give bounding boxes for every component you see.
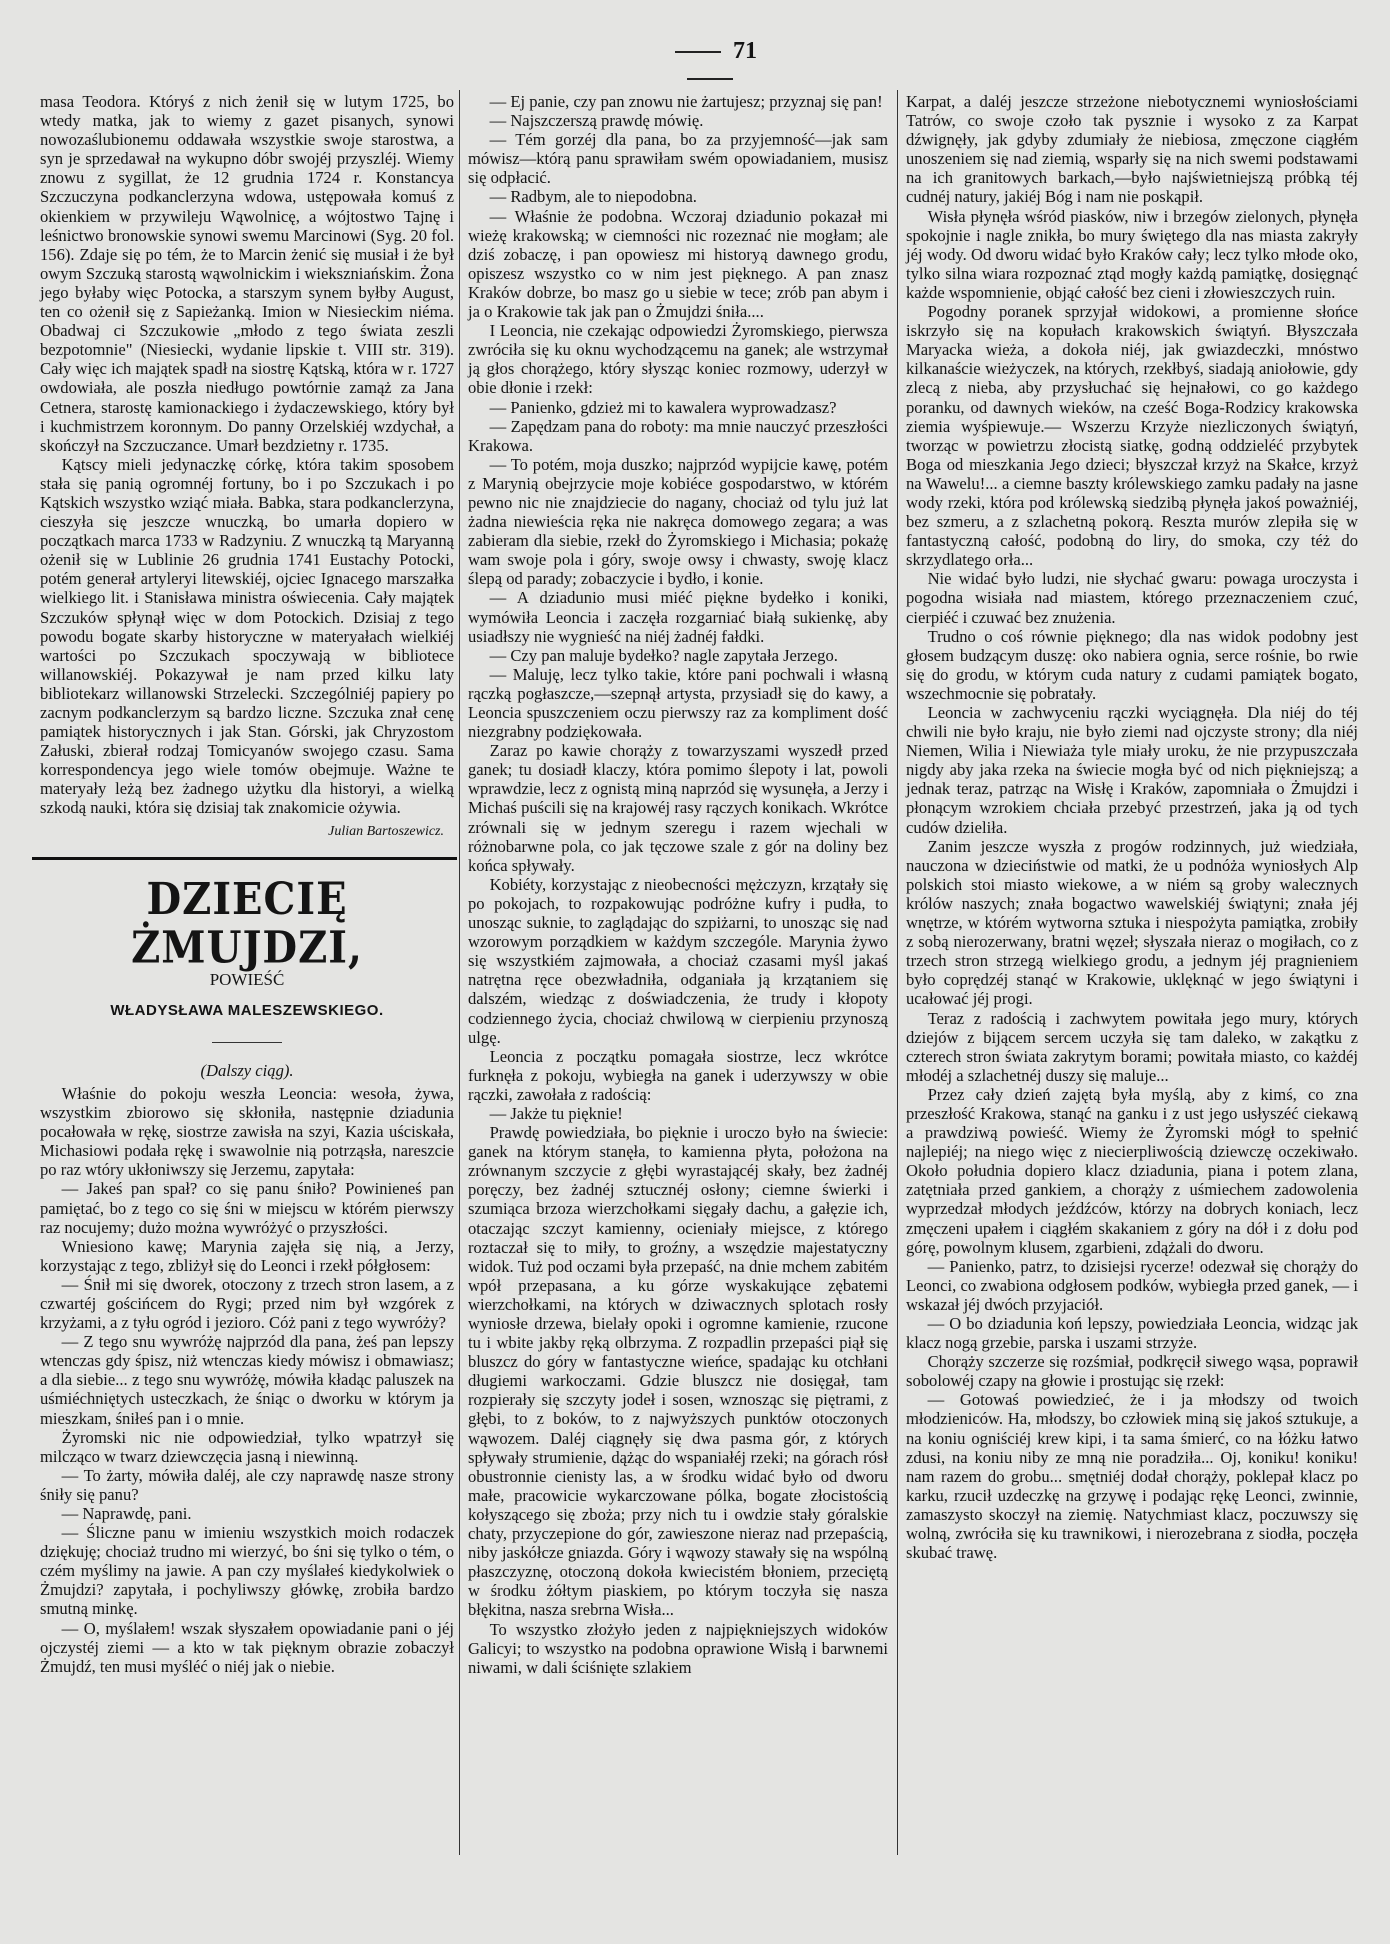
paragraph: — Zapędzam pana do roboty: ma mnie nauczyć przeszłości Krakowa.	[468, 416, 888, 455]
article-history	[40, 92, 454, 818]
novel-text-part-1	[40, 1084, 454, 1676]
paragraph: — Śnił mi się dworek, otoczony z trzech stron lasem, a z czwartéj gościńcem do Rygi; przed nim był wzgórek z krzyżami, a z tyłu ogród i jezioro. Cóż pani z tego wywróży?	[40, 1274, 454, 1333]
column-2	[468, 92, 888, 1677]
paragraph: — Naprawdę, pani.	[61, 1504, 192, 1523]
paragraph: Leoncia w zachwyceniu rączki wyciągnęła. Dla niéj do téj chwili nie było kraju, nie było ziemi nad ojczyste strony; dla niéj Niemen, Wilia i Niewiaża tyle miały uroku, że nie przypuszczała nigdy aby jaka rzeka na świecie mogła być od nich piękniejszą; a jednak teraz, patrząc na Wisłę i Kraków, zapomniała o Żmujdzi i płonącym wzrokiem chciała przebyć przestrzeń, jaka ją od tych cudów dzieliła.	[906, 703, 1358, 837]
short-rule	[212, 1042, 282, 1043]
paragraph: masa Teodora. Któryś z nich żenił się w lutym 1725, bo wtedy matka, jak to wiemy z gazet pisanych, synowi nowozaślubionemu oddawała wszystkie swoje starostwa, a syn je sprzedawał na wykupno dóbr swojéj przyszléj. Wiemy znowu z sygillat, że 12 grudnia 1724 r. Konstancya Szczuczyna podkanclerzyna wdowa, ustępowała komuś z okienkiem w przywileju Wąwolnicę, a wójtostwo Tajnę i leśnictwo bronowskie synowi swemu Marcinowi (Syg. 20 fol. 156). Zdaje się po tém, że to Marcin żenić się musiał i że był owym Szczuką starostą wąwolnickim i wiekszniańskim. Żona jego byłaby więc Potocka, a starszym synem byłby August, ten co ożenił się z Sapieżanką. Imion w Niesieckim niéma. Obadwaj ci Szczukowie „młodo z tego świata zeszli bezpotomnie" (Niesiecki, wydanie lipskie t. VIII str. 319). Cały więc ich majątek spadł na siostrę Kątską, która w r. 1727 owdowiała, ale poszła niedługo powtórnie zamąż za Jana Cetnera, starostę kamionackiego i żydaczewskiego, który był i kuchmistrzem koronnym. Do panny Orzelskiéj wzdychał, a skończył na Szczuczance. Umarł bezdzietny r. 1735.	[40, 92, 454, 455]
paragraph: — O, myślałem! wszak słyszałem opowiadanie pani o jéj ojczystéj ziemi — a kto w tak pięknym obrazie zobaczył Żmujdź, ten musi myśléć o niéj jak o niebie.	[40, 1618, 454, 1676]
paragraph: Teraz z radością i zachwytem powitała jego mury, których dziejów z bijącem sercem uczyła się tam daleko, w zakątku z czterech stron świata zakrytym borami; powitała miasto, co każdéj młodéj a szlachetnéj duszy się maluje...	[906, 1008, 1358, 1085]
paragraph: Żyromski nic nie odpowiedział, tylko wpatrzył się milcząco w twarz dziewczęcia jasną i niewinną.	[40, 1427, 454, 1466]
novel-author: WŁADYSŁAWA MALESZEWSKIEGO.	[110, 1001, 384, 1019]
paragraph: Przez cały dzień zajętą była myślą, aby z kimś, co zna przeszłość Krakowa, stanąć na ganku i z ust jego usłyszéć ciekawą a prawdziwą powieść. Wiemy że Żyromski mógł to spełnić najlepiéj; na niego więc z niecierpliwością dziewczę oczekiwało. Około południa dopiero klacz dziadunia, piana i potem zlana, zatętniała przed gankiem, a chorąży z uśmiechem zadowolenia wyprzedzał młodych jeźdźców, którzy na dobrych koniach, lecz zmęczeni upałem i ciągłém skakaniem z góry na dół i z dołu pod górę, powolnym klusem, zgarbieni, zdążali do dworu.	[906, 1084, 1358, 1257]
paragraph: — Z tego snu wywróżę najprzód dla pana, żeś pan lepszy wtenczas gdy śpisz, niż wtenczas kiedy mówisz i obmawiasz; a dla siebie... z tego snu wywróżę, mówiła kładąc paluszek na uśmiéchniętych usteczkach, że śniąc o dworku w którym ja mieszkam, śniłeś pan i o mnie.	[40, 1332, 454, 1428]
dash-right	[687, 78, 733, 80]
paragraph: — Tém gorzéj dla pana, bo za przyjemność—jak sam mówisz—którą panu sprawiłam swém opowiadaniem, musisz się odpłacić.	[468, 130, 888, 188]
paragraph: Zaraz po kawie chorąży z towarzyszami wyszedł przed ganek; tu dosiadł klaczy, która pomimo ślepoty i lat, powoli wprawdzie, lecz z ognistą miną naprzód się wysunęła, a Jerzy i Michaś puścili się na krajowéj rasy rączych konikach. Wkrótce zrównali się w jednym szeregu i razem wjechali w różnobarwne pola, co jak tęczowe szale z gór na doliny bez końca spływały.	[468, 741, 888, 875]
section-rule	[32, 857, 457, 860]
paragraph: Kątscy mieli jedynaczkę córkę, która takim sposobem stała się panią ogromnéj fortuny, bo i po Szczukach i po Kątskich wszystko wziąć miała. Babka, stara podkanclerzyna, cieszyła się jeszcze wnuczką, bo umarła dopiero w początkach marca 1733 w Radzyniu. Z wnuczką tą Maryanną ożenił się w Lublinie 26 grudnia 1741 Eustachy Potocki, potém generał artyleryi litewskiéj, ojciec Ignacego marszałka wielkiego lit. i Stanisława ministra oświecenia. Cały majątek Szczuków spłynął więc w dom Potockich. Dzisiaj z tego powodu bogate skarby historyczne w materyałach wielkiéj wartości po Szczukach spoczywają w bibliotece willanowskiéj. Pokazywał je nam przed kilku laty bibliotekarz willanowski Strzelecki. Szczególniéj papiery po zacnym podkanclerzym są bardzo liczne. Szczuka znał cenę pamiątek historycznych i jak Stan. Górski, jak Chryzostom Załuski, zbierał rodzaj Tomicyanów swojego czasu. Sama korrespondencya jego wiele tomów obejmuje. Ważne te materyały leżą bez żadnego użytku dla historyi, a wielką szkodą nauki, która się dzisiaj tak znakomicie ożywia.	[40, 454, 454, 818]
dash-left	[675, 51, 721, 53]
paragraph: — Panienko, gdzież mi to kawalera wyprowadzasz?	[489, 397, 837, 417]
paragraph: — To potém, moja duszko; najprzód wypijcie kawę, potém z Marynią obejrzycie moje kobiéce gospodarstwo, w którém pewno nic nie znajdziecie do nagany, chociaż od tylu już lat żadna niewieścia ręka nie nakręca domowego zegara; a was zabieram dla siebie, rzekł do Żyromskiego i Michasia; pokażę wam swoje pola i góry, swoje owsy i chwasty, swoję klacz ślepą od parady; zobaczycie i bydło, i konie.	[468, 454, 888, 589]
paragraph: — Jakeś pan spał? co się panu śniło? Powinieneś pan pamiętać, bo z tego co się śni w miejscu w którém pierwszy raz nocujemy; dużo można wywróżyć o przyszłości.	[40, 1179, 454, 1237]
paragraph: Wisła płynęła wśród piasków, niw i brzegów zielonych, płynęła spokojnie i nagle znikła, bo mury świętego dla nas miasta zakryły jéj wody. Od dworu widać było Kraków cały; lecz tylko młode oko, tylko silna wiara rozpoznać ztąd mogły każdą pamiątkę, dosięgnąć każde wspomnienie, objąć całość bez cieni i złowieszczych ruin.	[906, 206, 1358, 302]
page-number-text: 71	[733, 38, 757, 64]
paragraph: Karpat, a daléj jeszcze strzeżone niebotycznemi wyniosłościami Tatrów, co swoje czoło tak pysznie i wysoko z za Karpat dźwignęły, jak gdyby zdumiały że niebiosa, zmęczone ciągłém unoszeniem się nad ziemią, wsparły się na nich swemi podstawami na ich granitowych barkach,—było najświetniejszą próbką téj cudnéj natury, jakiéj Bóg i nam nie poskąpił.	[906, 92, 1358, 207]
column-3	[906, 92, 1358, 1562]
column-divider	[459, 90, 460, 1855]
paragraph: — O bo dziadunia koń lepszy, powiedziała Leoncia, widząc jak klacz nogą grzebie, parska i uszami strzyże.	[906, 1314, 1358, 1353]
paragraph: — Właśnie że podobna. Wczoraj dziadunio pokazał mi wieżę krakowską; w ciemności nic rozeznać nie mogłam; ale dziś zobaczę, i pan opowiesz mi historyą dawnego grodu, opiszesz wszystko co w nim jest pięknego. A pan znasz Kraków dobrze, bo masz go u siebie w tece; zrób pan abym i ja o Krakowie tak jak pan o Żmujdzi śniła....	[468, 206, 888, 322]
paragraph: — Panienko, patrz, to dzisiejsi rycerze! odezwał się chorąży do Leonci, co zwabiona odgłosem podków, wybiegła przed ganek, — i wskazał jéj dwóch przyjaciół.	[906, 1256, 1358, 1314]
paragraph: — Jakże tu pięknie!	[489, 1103, 623, 1123]
paragraph: — Najszczerszą prawdę mówię.	[489, 111, 704, 131]
paragraph: Chorąży szczerze się rozśmiał, podkręcił siwego wąsa, poprawił sobolowéj czapy na głowie i prostując się rzekł:	[906, 1352, 1358, 1391]
paragraph: — Gotowaś powiedzieć, że i ja młodszy od twoich młodzieniców. Ha, młodszy, bo człowiek miną się jakoś sztukuje, a na koniu ogniściéj krew kipi, i ta sama śmierć, co na łóżku łatwo zdusi, na koniu niby ze mną nie poradziła... Oj, koniku! koniku! nam razem do grobu... smętniéj dodał chorąży, poklepał klacz po karku, rzucił uzdeczkę na grzywę i podając rękę Leonci, zwinnie, zamaszysto skoczył na ziemię. Natychmiast klacz, poczuwszy się wolną, zwróciła się ku trawnikowi, i nierozebrana z siodła, poczęła skubać trawę.	[906, 1390, 1358, 1563]
paragraph: Zanim jeszcze wyszła z progów rodzinnych, już wiedziała, nauczona w dzieciństwie od matki, że u podnóża wyniosłych Alp polskich stoi miasto wiekowe, a w niém są groby walecznych królów naszych; znała bogactwo wawelskiéj świątyni; znała jéj wnętrze, w którém wytworna sztuka i niespożyta pamiątka, zrobiły z sobą nierozerwany, bratni węzeł; słyszała nieraz o mogiłach, co z trzech stron strzegą wielkiego grodu, a jednym jéj pragnieniem było coprędzéj stanąć w Krakowie, uklęknąć w jego świątyni i ucałować jéj progi.	[906, 836, 1358, 1009]
paragraph: Nie widać było ludzi, nie słychać gwaru: powaga uroczysta i pogodna wisiała nad miastem, którego przeznaczeniem czuć, cierpiéć i czuwać bez znużenia.	[906, 569, 1358, 627]
paragraph: Trudno o coś równie pięknego; dla nas widok podobny jest głosem budzącym duszę: oko nabiera ognia, serce rośnie, bo rwie się do grodu, w którym cuda natury z cudami pamiątek bogato, wszechmocnie się pobratały.	[906, 626, 1358, 703]
paragraph: — To żarty, mówiła daléj, ale czy naprawdę nasze strony śniły się panu?	[40, 1465, 454, 1504]
novel-genre: POWIEŚĆ	[209, 969, 285, 989]
paragraph: Leoncia z początku pomagała siostrze, lecz wkrótce furknęła z pokoju, wybiegła na ganek i uderzywszy w obie rączki, zawołała z radością:	[468, 1046, 888, 1104]
paragraph: — Radbym, ale to niepodobna.	[489, 187, 697, 207]
column-divider	[897, 90, 898, 1855]
continued-note: (Dalszy ciąg).	[200, 1060, 294, 1080]
paragraph: Pogodny poranek sprzyjał widokowi, a promienne słońce iskrzyło się na kopułach krakowskich świątyń. Błyszczała Maryacka wieża, a dokoła niéj, jak gwiazdeczki, mnóstwo kilkanaście wieżyczek, na których, rzekłbyś, siadają aniołowie, gdy zlecą z nieba, aby przysłuchać się hejnałowi, co go każdego poranku, od dawnych wieków, na cześć Boga-Rodzicy krakowska ziemia wyśpiewuje.— Wszerzu Krzyże niezliczonych świątyń, tworząc w powietrzu złocistą siatkę, godną oddzieléć przybytek Boga od mieszkania Jego dzieci; błyszczał krzyż na Skałce, krzyż na Wawelu!... a ciemne baszty królewskiego zamku padały na jasne wody rzeki, która pod królewską siedzibą płynęła jakoś poważniéj, bez szmeru, a z szlachetną pokorą. Reszta murów zlepiła się w fantastyczną całość, podobną do liry, do smoka, czy téż do skrzydlatego orła...	[906, 302, 1358, 570]
paragraph: I Leoncia, nie czekając odpowiedzi Żyromskiego, pierwsza zwróciła się ku oknu wychodzącemu na ganek; ale wstrzymał ją głos chorążego, który słysząc koniec rozmowy, uderzył w obie dłonie i rzekł:	[468, 321, 888, 398]
paragraph: — Śliczne panu w imieniu wszystkich moich rodaczek dziękuję; chociaż trudno mi wierzyć, bo śni się tylko o tém, o czém myślimy na jawie. A pan czy myślałeś kiedykolwiek o Żmujdzi? zapytała, i pochyliwszy główkę, zrobiła bardzo smutną minkę.	[40, 1523, 454, 1619]
paragraph: To wszystko złożyło jeden z najpiękniejszych widoków Galicyi; to wszystko na podobna oprawione Wisłą i barwnemi niwami, w dali ściśnięte szlakiem	[468, 1619, 888, 1677]
paragraph: Właśnie do pokoju weszła Leoncia: wesoła, żywa, wszystkim zbiorowo się skłoniła, następnie dziadunia pocałowała w rękę, siostrze zawisła na szyi, Kazia uściskała, Michasiowi podała rękę i swawolnie nią potrząsła, nareszcie po raz wtóry ukłoniwszy się Jerzemu, zapytała:	[40, 1083, 454, 1180]
column-1	[40, 92, 454, 1676]
paragraph: Prawdę powiedziała, bo pięknie i uroczo było na świecie: ganek na którym stanęła, to kamienna płyta, położona na zrównanym szczycie z głębi wyrastającéj skały, bez żadnéj poręczy, bez żadnéj sztucznéj osłony; ciemne świerki i szumiąca brzoza wierzchołkami sięgały dachu, a gałęzie ich, otaczając szczyt kamienny, ocieniały miejsce, z którego roztaczał się to miły, to groźny, a wszędzie majestatyczny widok. Tuż pod oczami była przepaść, na dnie mchem zabitém wpół przepasana, a ku górze wyskakujące zębatemi wierzchołkami, na których w dziwacznych splotach rosły wyniosłe drzewa, bielały opoki i ogromne kamienie, rzucone tu i wbite jakby ręką olbrzyma. Z rozpadlin przepaści piął się bluszcz do góry w fantastyczne wieńce, spadając ku otchłani długiemi warkoczami. Gdzie bluszcz nie dosięgał, tam rozpierały się szczyty jodeł i sosen, wznosząc się piętrami, z głębi, to z boków, to z najwyższych punktów otoczonych wąwozem. Daléj ciągnęły się dwa pasma gór, z których spływały strumienie, dążąc do wspaniałéj rzeki; na górach rósł obustronnie cienisty las, a w środku widać było od dworu małe, pracowicie wykarczowane pólka, bogate złocistością kołyszącego się zboża; przy nich tu i owdzie stały góralskie chaty, przyczepione do gór, zawieszone nieraz nad przepaścią, niby jaskółcze gniazda. Góry i wąwozy stawały się na wspólną płaszczyznę, otoczoną dokoła kwiecistém błoniem, przeciętą w środku żółtym piaskiem, po którym toczyła się nasza błękitna, nasza srebrna Wisła...	[468, 1123, 888, 1620]
article-signature: Julian Bartoszewicz.	[328, 823, 444, 839]
paragraph: Wniesiono kawę; Marynia zajęła się nią, a Jerzy, korzystając z tego, zbliżył się do Leonci i rzekł półgłosem:	[40, 1236, 454, 1275]
paragraph: — Maluję, lecz tylko takie, które pani pochwali i własną rączką pogłaszcze,—szepnął artysta, przysiadł się do kawy, a Leoncia spuszczeniem oczu pierwszy raz za kompliment dość niezgrabny podziękowała.	[468, 664, 888, 742]
paragraph: — A dziadunio musi miéć piękne bydełko i koniki, wymówiła Leoncia i zaczęła rozgarniać białą sukienkę, aby usiadłszy nie wygnieść na niéj żadnéj fałdki.	[468, 588, 888, 646]
paragraph: Kobiéty, korzystając z nieobecności mężczyzn, krzątały się po pokojach, to rozpakowując podróżne kufry i pudła, to unosząc suknie, to zaglądając do szpiżarni, to unosząc się nad wzorowym porządkiem w każdym szczególe. Marynia żywo się wszystkiém zajmowała, a chociaż czasami myśl jakaś natrętna ręce obezwładniła, odganiała ją krzątaniem się dalszém, wiedząc z doświadczenia, że trudy i kłopoty codziennego życia, chociaż chwilową w cierpieniu przynoszą ulgę.	[468, 874, 888, 1047]
paragraph: — Ej panie, czy pan znowu nie żartujesz; przyznaj się pan!	[489, 92, 883, 111]
novel-title: DZIECIĘ ŻMUJDZI,	[131, 873, 363, 974]
page-number	[640, 38, 780, 92]
paragraph: — Czy pan maluje bydełko? nagle zapytała Jerzego.	[489, 645, 838, 665]
